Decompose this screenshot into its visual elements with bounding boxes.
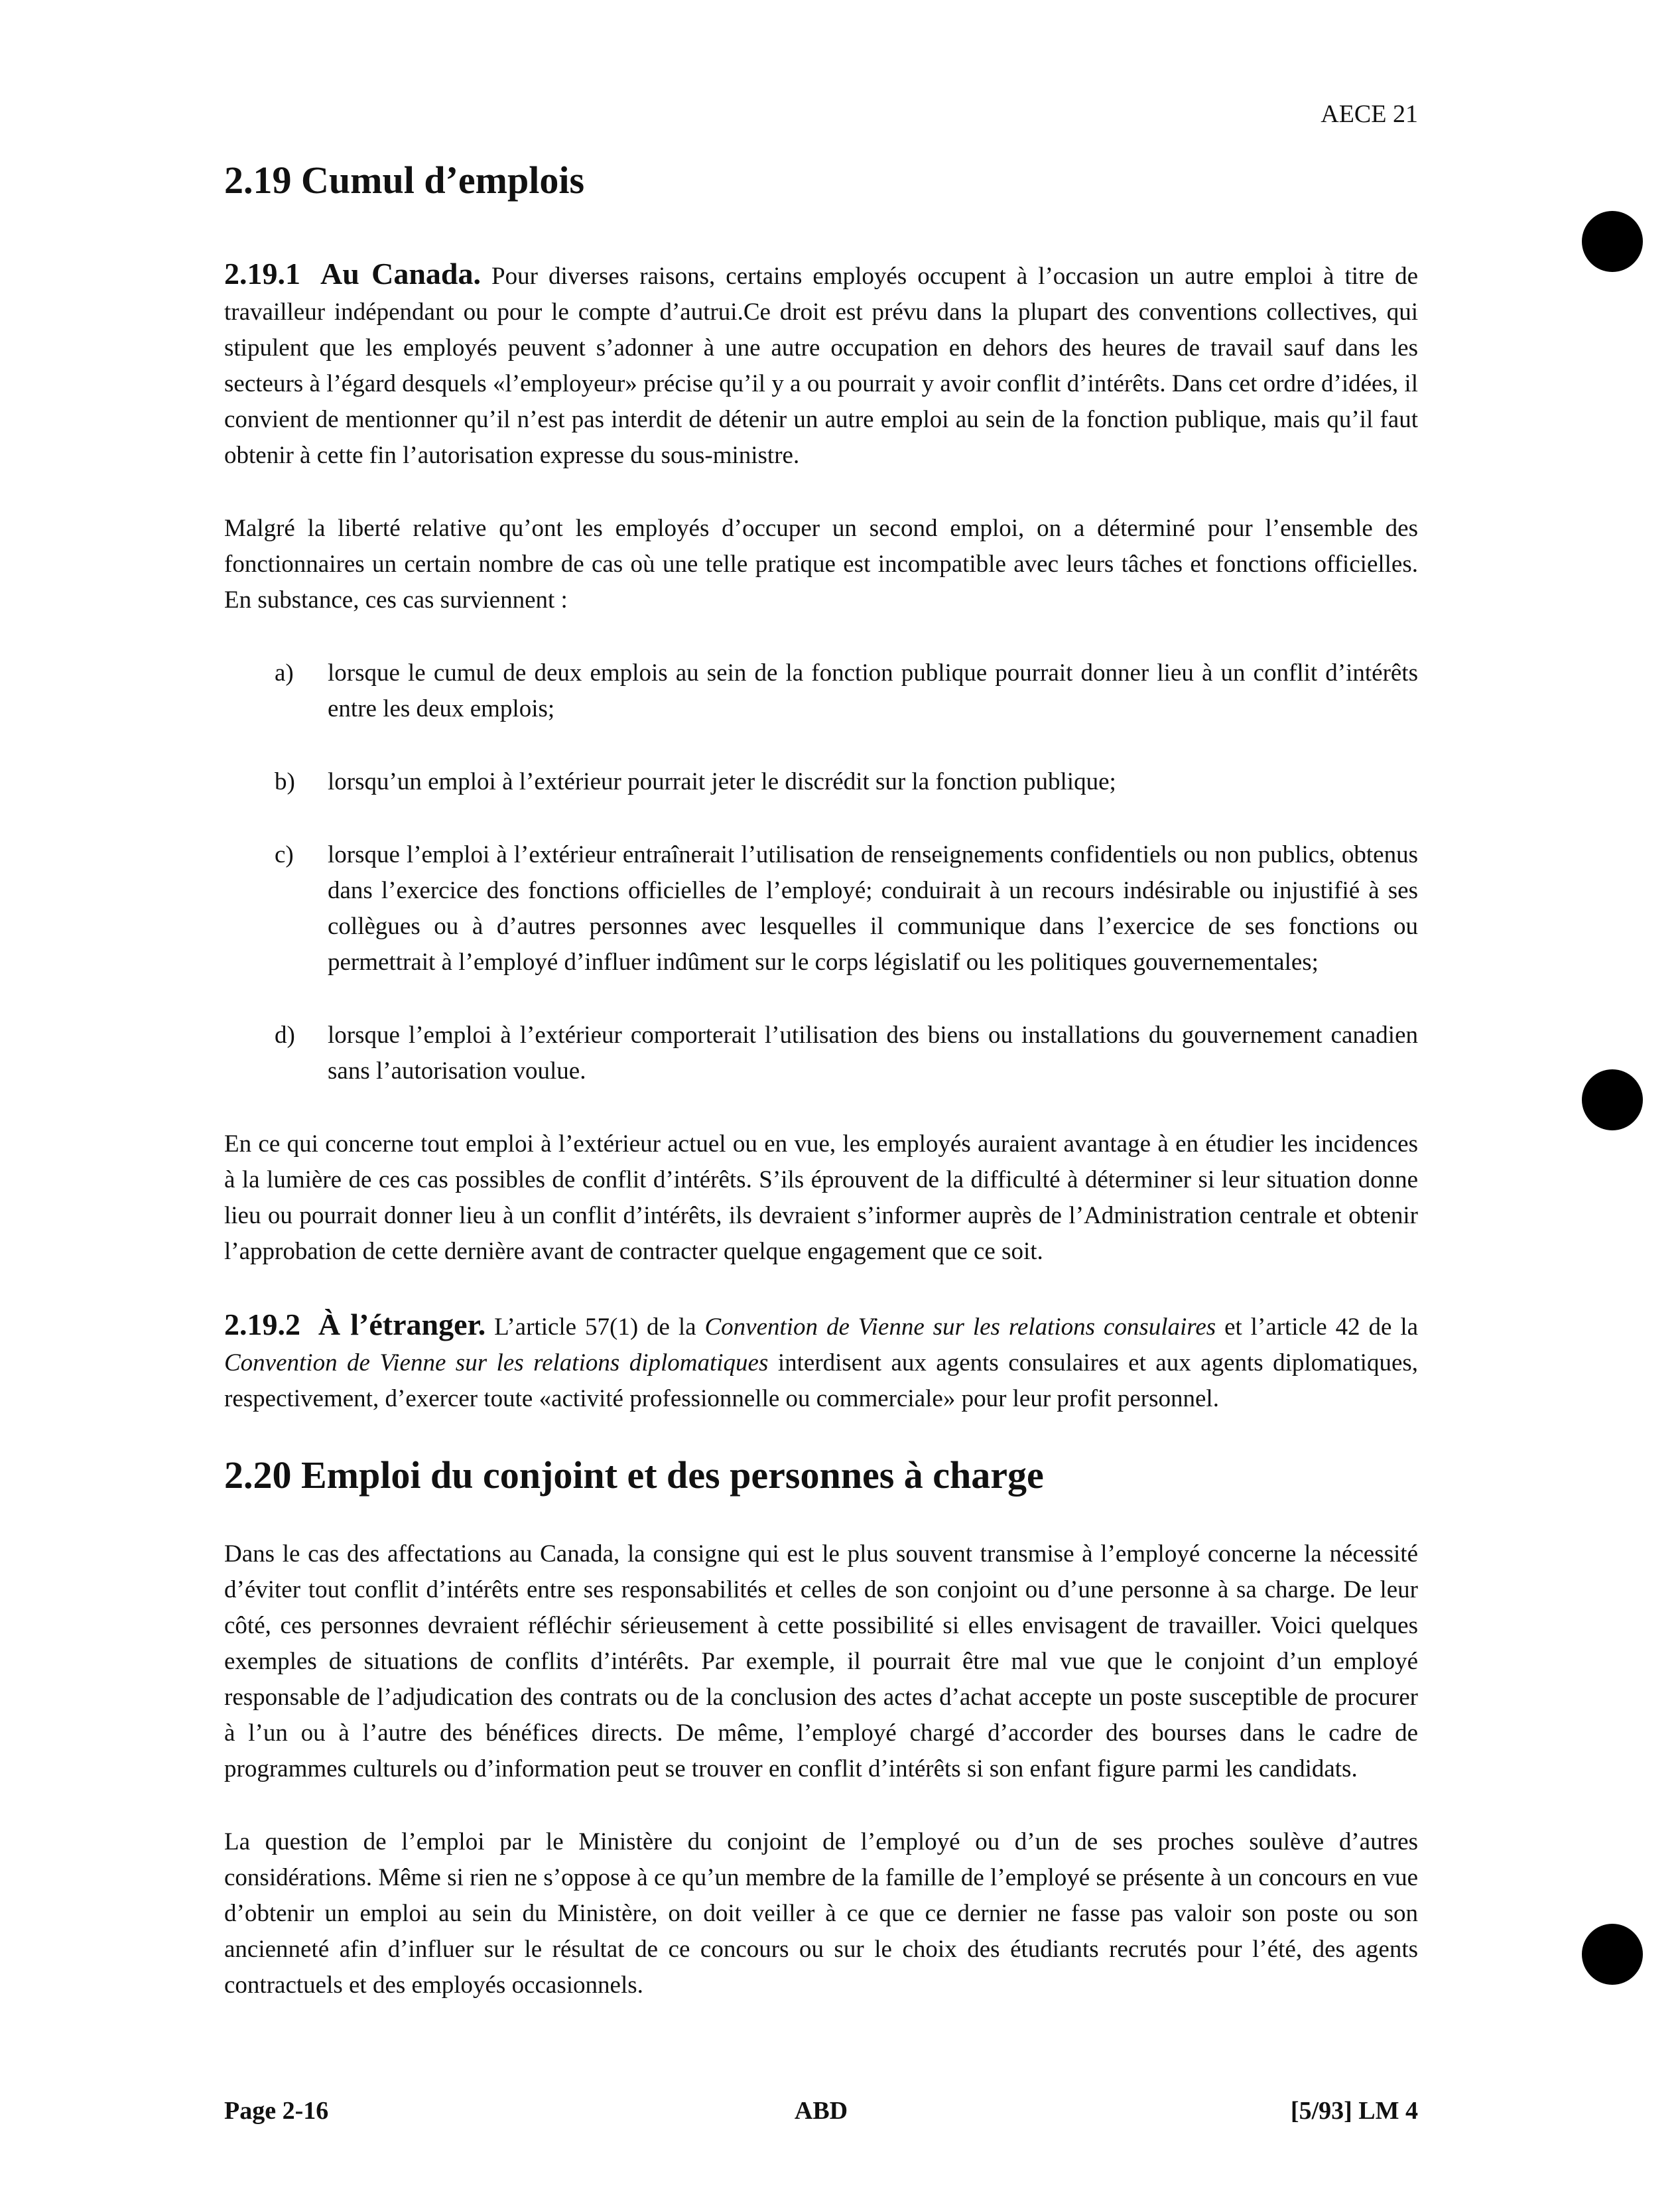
list-item <box>224 764 1418 800</box>
list-item-text: lorsqu’un emploi à l’extérieur pourrait jeter le discrédit sur la fonction publique; <box>328 768 1116 795</box>
list-marker: a) <box>275 659 294 687</box>
paragraph-second-job: Malgré la liberté relative qu’ont les employés d’occuper un second emploi, on a déterminé pour l’ensemble des fonctionnaires un certain nombre de cas où une telle pratique est incompatible avec leurs tâches et fonctions officielles. En substance, ces cas surviennent : <box>224 514 1418 614</box>
list-marker: b) <box>275 768 295 795</box>
section-2-20-heading <box>224 1454 1418 1497</box>
section-number: 2.20 <box>224 1453 292 1497</box>
subsection-title: À l’étranger. <box>318 1307 486 1341</box>
revision-label: [5/93] LM 4 <box>1290 2097 1418 2125</box>
section-title: Cumul d’emplois <box>301 159 585 202</box>
paragraph-outside-employment: En ce qui concerne tout emploi à l’extérieur actuel ou en vue, les employés auraient avantage à en étudier les incidences à la lumière de ces cas possibles de conflit d’intérêts. S’ils éprouvent de la difficulté à déterminer si leur situation donne lieu ou pourrait donner lieu à un conflit d’intérêts, ils devraient s’informer auprès de l’Administration centrale et obtenir l’approbation de cette dernière avant de contracter quelque engagement que ce soit. <box>224 1130 1418 1265</box>
list-item-text: lorsque le cumul de deux emplois au sein de la fonction publique pourrait donner lieu à un conflit d’intérêts entre les deux emplois; <box>328 659 1418 722</box>
subsection-text: L’article 57(1) de la <box>494 1313 696 1341</box>
document-code: AECE 21 <box>1321 100 1418 128</box>
list-marker: d) <box>275 1021 295 1049</box>
paragraph-ministry-employment: La question de l’emploi par le Ministère du conjoint de l’employé ou d’un de ses proches soulève d’autres considérations. Même si rien ne s’oppose à ce qu’un membre de la famille de l’employé se présente à un concours en vue d’obtenir un emploi au sein du Ministère, on doit veiller à ce que ce dernier ne fasse pas valoir son poste ou son ancienneté afin d’influer sur le résultat de ce concours ou sur le choix des étudiants recrutés pour l’été, des agents contractuels et des employés occasionnels. <box>224 1828 1418 1999</box>
list-marker: c) <box>275 840 294 868</box>
subsection-text: et l’article 42 de la <box>1224 1313 1419 1341</box>
subsection-number: 2.19.1 <box>224 256 300 291</box>
subsection-title: Au Canada. <box>320 256 481 291</box>
subsection-2-19-2 <box>224 1307 1418 1417</box>
list-item <box>224 837 1418 980</box>
subsection-number: 2.19.2 <box>224 1307 300 1341</box>
subsection-text: Pour diverses raisons, certains employés occupent à l’occasion un autre emploi à titre de travailleur indépendant ou pour le compte d’autrui.Ce droit est prévu dans la plupart des conventions collectives, qui stipulent que les employés peuvent s’adonner à une autre occupation en dehors des heures de travail sauf dans les secteurs à l’égard desquels «l’employeur» précise qu’il y a ou pourrait y avoir conflit d’intérêts. Dans cet ordre d’idées, il convient de mentionner qu’il n’est pas interdit de détenir un autre emploi au sein de la fonction publique, mais qu’il faut obtenir à cette fin l’autorisation expresse du sous-ministre. <box>224 262 1419 469</box>
binder-hole-bottom <box>1582 1924 1643 1985</box>
document-body <box>224 159 1418 2041</box>
list-item <box>224 655 1418 727</box>
footer-center-label: ABD <box>794 2097 848 2125</box>
list-item-text: lorsque l’emploi à l’extérieur entraînerait l’utilisation de renseignements confidentiels ou non publics, obtenus dans l’exercice des fonctions officielles de l’employé; conduirait à un recours indésirable ou injustifié à ses collègues ou à d’autres personnes avec lesquelles il communique dans l’exercice de ses fonctions ou permettrait à l’employé d’influer indûment sur le corps législatif ou les politiques gouvernementales; <box>328 840 1418 976</box>
list-item <box>224 1018 1418 1089</box>
section-number: 2.19 <box>224 159 292 202</box>
subsection-text: interdisent aux agents consulaires et aux agents diplomatiques, respectivement, d’exercer toute «activité professionnelle ou commerciale» pour leur profit personnel. <box>224 1349 1419 1412</box>
conflict-cases-list <box>224 655 1418 1089</box>
page-number: Page 2-16 <box>224 2097 329 2125</box>
convention-consular-title: Convention de Vienne sur les relations consulaires <box>704 1313 1216 1341</box>
section-title: Emploi du conjoint et des personnes à charge <box>301 1453 1044 1497</box>
binder-hole-middle <box>1582 1069 1643 1130</box>
list-item-text: lorsque l’emploi à l’extérieur comporterait l’utilisation des biens ou installations du gouvernement canadien sans l’autorisation voulue. <box>328 1021 1418 1085</box>
subsection-2-19-1 <box>224 256 1418 474</box>
binder-hole-top <box>1582 211 1643 272</box>
section-2-19-heading <box>224 159 1418 202</box>
page-footer <box>224 2096 1418 2136</box>
convention-diplomatic-title: Convention de Vienne sur les relations diplomatiques <box>224 1349 769 1376</box>
paragraph-spouse-employment: Dans le cas des affectations au Canada, la consigne qui est le plus souvent transmise à l’employé concerne la nécessité d’éviter tout conflit d’intérêts entre ses responsabilités et celles de son conjoint ou d’une personne à sa charge. De leur côté, ces personnes devraient réfléchir sérieusement à cette possibilité si elles envisagent de travailler. Voici quelques exemples de situations de conflits d’intérêts. Par exemple, il pourrait être mal vue que le conjoint d’un employé responsable de l’adjudication des contrats ou de la conclusion des actes d’achat accepte un poste susceptible de procurer à l’un ou à l’autre des bénéfices directs. De même, l’employé chargé d’accorder des bourses dans le cadre de programmes culturels ou d’information peut se trouver en conflit d’intérêts si son enfant figure parmi les candidats. <box>224 1540 1418 1782</box>
